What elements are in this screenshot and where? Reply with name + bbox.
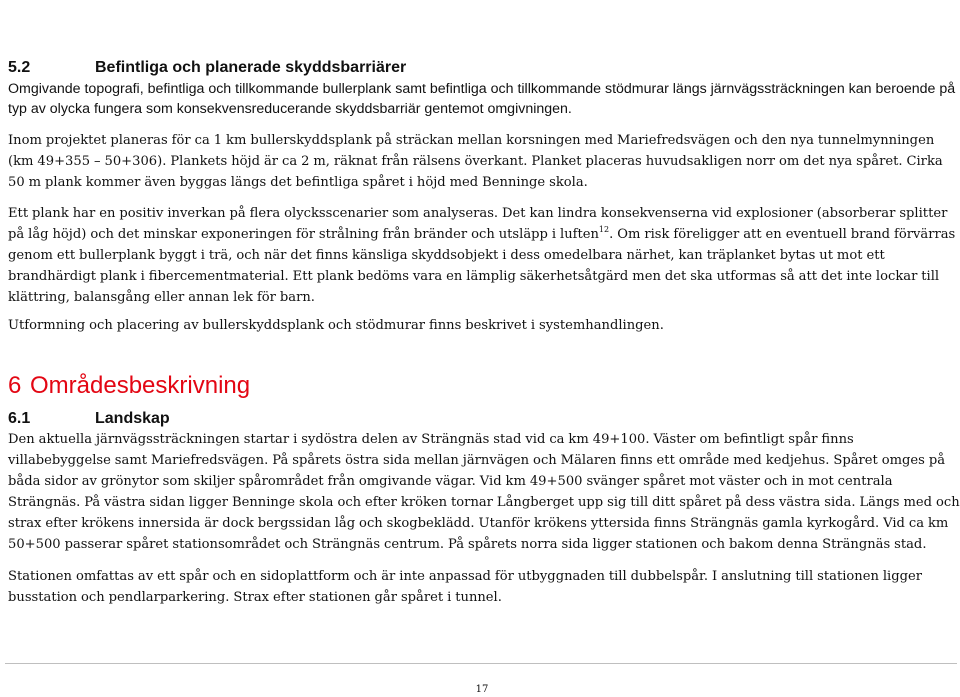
footer-divider [5, 663, 957, 664]
section-title: Befintliga och planerade skyddsbarriärer [95, 59, 407, 76]
section-number: 6 [8, 372, 22, 399]
paragraph-text-part: . Om risk föreligger att en eventuell brand förvärras genom ett bullerplank byggt i trä, och när det finns känsliga skyddsobjekt i dess omedelbara närhet, kan träplanket bytas ut mot ett brandhärdigt plank i fibercementmaterial. Ett plank bedöms vara en lämplig säkerhetsåtgärd men det ska utformas så att det inte lockar till klättring, balansgång eller annan lek för barn. [8, 226, 956, 305]
section-title: Områdesbeskrivning [30, 372, 251, 399]
barrier-effect-paragraph [8, 204, 960, 309]
section-6-1-heading [8, 409, 170, 429]
landscape-paragraph: Den aktuella järnvägssträckningen startar i sydöstra delen av Strängnäs stad vid ca km 49+100. Väster om befintligt spår finns villabebyggelse samt Mariefredsvägen. På spårets östra sida mellan järnvägen och Mälaren finns ett område med kedjehus. Spåret omges på båda sidor av grönytor som skiljer spårområdet från omgivande vägar. Vid km 49+500 svänger spåret mot väster och in mot centrala Strängnäs. På västra sidan ligger Benninge skola och efter kröken tornar Långberget upp sig till ditt spåret på dess västra sida. Längs med och strax efter krökens innersida är dock bergssidan låg och skogbeklädd. Utanför krökens yttersida finns Strängnäs gamla kyrkogård. Vid ca km 50+500 passerar spåret stationsområdet och Strängnäs centrum. På spårets norra sida ligger stationen och bakom denna Strängnäs stad. [8, 432, 960, 552]
section-title: Landskap [95, 410, 170, 427]
design-placement-paragraph: Utformning och placering av bullerskyddsplank och stödmurar finns beskrivet i systemhandlingen. [8, 318, 664, 333]
section-number: 6.1 [8, 410, 31, 427]
section-5-2-intro: Omgivande topografi, befintliga och tillkommande bullerplank samt befintliga och tillkommande stödmurar längs järnvägssträckningen kan beroende på typ av olycka fungera som konsekvensreducerande skyddsbarriär gentemot omgivningen. [8, 81, 956, 117]
section-number: 5.2 [8, 59, 31, 76]
station-paragraph: Stationen omfattas av ett spår och en sidoplattform och är inte anpassad för utbyggnaden till dubbelspår. I anslutning till stationen ligger busstation och pendlarparkering. Strax efter stationen går spåret i tunnel. [8, 569, 922, 605]
section-5-2-heading [8, 58, 406, 78]
page-number: 17 [475, 684, 489, 695]
paragraph-text-part: Ett plank har en positiv inverkan på flera olycksscenarier som analyseras. Det kan lindra konsekvenserna vid explosioner (absorberar splitter på låg höjd) och det minskar exponeringen för strålning från bränder och utsläpp i luften [8, 206, 948, 242]
footnote-marker: 12 [598, 224, 610, 234]
section-6-heading [8, 370, 250, 402]
noise-barrier-paragraph: Inom projektet planeras för ca 1 km bullerskyddsplank på sträckan mellan korsningen med Mariefredsvägen och den nya tunnelmynningen (km 49+355 – 50+306). Plankets höjd är ca 2 m, räknat från rälsens överkant. Planket placeras huvudsakligen norr om det nya spåret. Cirka 50 m plank kommer även byggas längs det befintliga spåret i höjd med Benninge skola. [8, 133, 943, 190]
